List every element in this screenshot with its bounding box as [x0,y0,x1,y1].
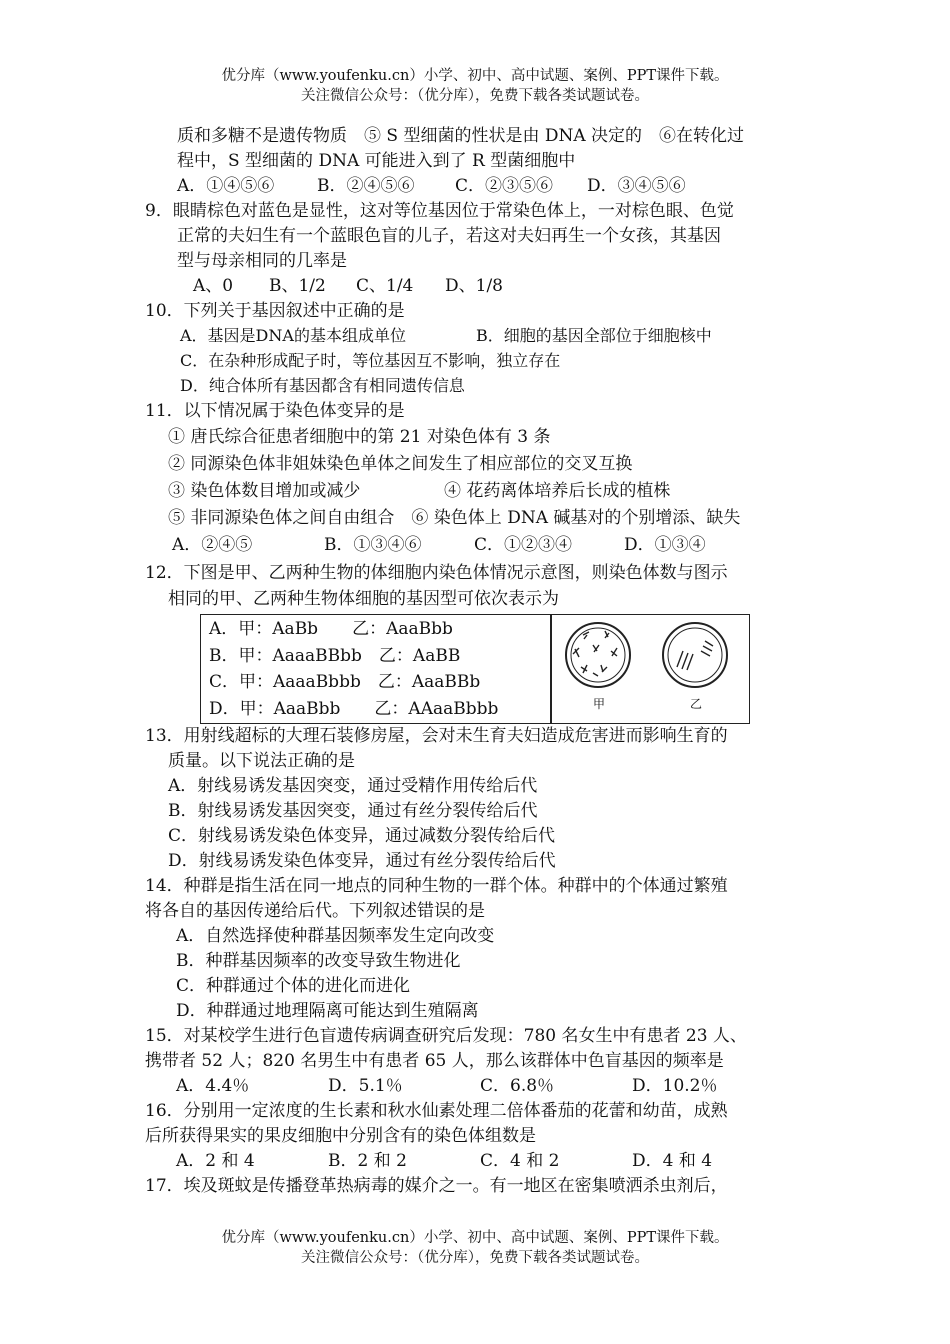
q14-stem-line2: 将各自的基因传递给后代。下列叙述错误的是 [145,901,485,921]
chromosome-diagram [553,615,749,723]
q11-item-4: ④ 花药离体培养后长成的植株 [444,481,671,501]
cell-jia [566,623,630,687]
q12-stem-line1: 12．下图是甲、乙两种生物的体细胞内染色体情况示意图，则染色体数与图示 [145,563,728,583]
q8-options [177,174,686,198]
q11-options [172,533,706,557]
q8-option-c: C．②③⑤⑥ [455,176,554,196]
q16-option-c: C．4 和 2 [480,1151,560,1171]
q8-continuation-line1: 质和多糖不是遗传物质 ⑤ S 型细菌的性状是由 DNA 决定的 ⑥在转化过 [177,126,745,146]
q11-item-3: ③ 染色体数目增加或减少 [168,481,361,501]
q9-option-a: A、0 [193,276,234,296]
q16-stem-line1: 16．分别用一定浓度的生长素和秋水仙素处理二倍体番茄的花蕾和幼苗，成熟 [145,1101,728,1121]
q13-option-b: B．射线易诱发基因突变，通过有丝分裂传给后代 [168,801,538,821]
cell-yi [663,623,727,687]
q9-option-c: C、1/4 [356,276,414,296]
q8-option-b: B．②④⑤⑥ [317,176,415,196]
q11-stem: 11．以下情况属于染色体变异的是 [145,401,405,421]
q9-options [193,274,503,298]
q12-option-c: C．甲：AaaaBbbb 乙：AaaBBb [209,672,481,692]
q11-item-2: ② 同源染色体非姐妹染色单体之间发生了相应部位的交叉互换 [168,454,633,474]
q8-option-d: D．③④⑤⑥ [587,176,686,196]
q10-option-b: B．细胞的基因全部位于细胞核中 [476,326,712,345]
q12-option-a: A．甲：AaBb 乙：AaaBbb [209,619,453,639]
q17-stem-line1: 17．埃及斑蚊是传播登革热病毒的媒介之一。有一地区在密集喷洒杀虫剂后， [145,1176,728,1196]
q15-option-a: A．4.4％ [176,1076,250,1096]
q9-stem-line3: 型与母亲相同的几率是 [177,251,347,271]
q12-option-d: D．甲：AaaBbb 乙：AAaaBbbb [209,699,499,719]
q9-option-b: B、1/2 [269,276,326,296]
q12-option-b: B．甲：AaaaBBbb 乙：AaBB [209,646,461,666]
q14-option-d: D．种群通过地理隔离可能达到生殖隔离 [176,1001,479,1021]
q14-option-b: B．种群基因频率的改变导致生物进化 [176,951,461,971]
q9-stem-line2: 正常的夫妇生有一个蓝眼色盲的儿子，若这对夫妇再生一个女孩，其基因 [177,226,721,246]
q13-stem-line1: 13．用射线超标的大理石装修房屋，会对未生育夫妇造成危害进而影响生育的 [145,726,728,746]
q12-options-table [200,614,750,724]
q10-option-c: C．在杂种形成配子时，等位基因互不影响，独立存在 [180,351,561,370]
q13-option-c: C．射线易诱发染色体变异，通过减数分裂传给后代 [168,826,556,846]
q8-option-a: A．①④⑤⑥ [177,176,275,196]
q13-option-d: D．射线易诱发染色体变异，通过有丝分裂传给后代 [168,851,556,871]
fig-label-jia: 甲 [593,697,606,711]
q10-stem: 10．下列关于基因叙述中正确的是 [145,301,405,321]
q16-option-d: D．4 和 4 [632,1151,713,1171]
q8-continuation-line2: 程中，S 型细菌的 DNA 可能进入到了 R 型菌细胞中 [177,151,576,171]
page-footer-line2: 关注微信公众号：（优分库），免费下载各类试题试卷。 [301,1250,649,1266]
table-divider [550,615,552,723]
q16-stem-line2: 后所获得果实的果皮细胞中分别含有的染色体组数是 [145,1126,536,1146]
q14-option-c: C．种群通过个体的进化而进化 [176,976,411,996]
page-header-line1: 优分库（www.youfenku.cn）小学、初中、高中试题、案例、PPT课件下载。 [221,68,729,84]
q15-stem-line1: 15．对某校学生进行色盲遗传病调查研究后发现：780 名女生中有患者 23 人、 [145,1026,747,1046]
q11-option-c: C．①②③④ [474,535,573,555]
q13-stem-line2: 质量。以下说法正确的是 [168,751,355,771]
q11-items-5-6: ⑤ 非同源染色体之间自由组合 ⑥ 染色体上 DNA 碱基对的个别增添、缺失 [168,508,741,528]
q9-option-d: D、1/8 [445,276,503,296]
q10-option-a: A．基因是DNA的基本组成单位 [180,326,406,345]
q16-option-b: B．2 和 2 [328,1151,407,1171]
q11-option-d: D．①③④ [624,535,706,555]
q14-option-a: A．自然选择使种群基因频率发生定向改变 [176,926,495,946]
q14-stem-line1: 14．种群是指生活在同一地点的同种生物的一群个体。种群中的个体通过繁殖 [145,876,728,896]
q10-option-d: D．纯合体所有基因都含有相同遗传信息 [180,376,465,395]
q16-option-a: A．2 和 4 [176,1151,255,1171]
q16-options [176,1149,712,1173]
q13-option-a: A．射线易诱发基因突变，通过受精作用传给后代 [168,776,538,796]
q11-item-1: ① 唐氏综合征患者细胞中的第 21 对染色体有 3 条 [168,427,551,447]
q15-stem-line2: 携带者 52 人；820 名男生中有患者 65 人，那么该群体中色盲基因的频率是 [145,1051,724,1071]
q15-option-c: C．6.8％ [480,1076,555,1096]
fig-label-yi: 乙 [690,697,703,711]
q12-stem-line2: 相同的甲、乙两种生物体细胞的基因型可依次表示为 [168,589,559,609]
q11-option-b: B．①③④⑥ [324,535,422,555]
q15-option-d: D．10.2％ [632,1076,718,1096]
q12-chromosome-figure [553,615,749,723]
q15-option-b: D．5.1％ [328,1076,403,1096]
q9-stem-line1: 9．眼睛棕色对蓝色是显性，这对等位基因位于常染色体上，一对棕色眼、色觉 [145,201,734,221]
page-header-line2: 关注微信公众号：（优分库），免费下载各类试题试卷。 [301,88,649,104]
page-footer-line1: 优分库（www.youfenku.cn）小学、初中、高中试题、案例、PPT课件下载。 [221,1230,729,1246]
q11-option-a: A．②④⑤ [172,535,253,555]
q15-options [176,1074,717,1098]
